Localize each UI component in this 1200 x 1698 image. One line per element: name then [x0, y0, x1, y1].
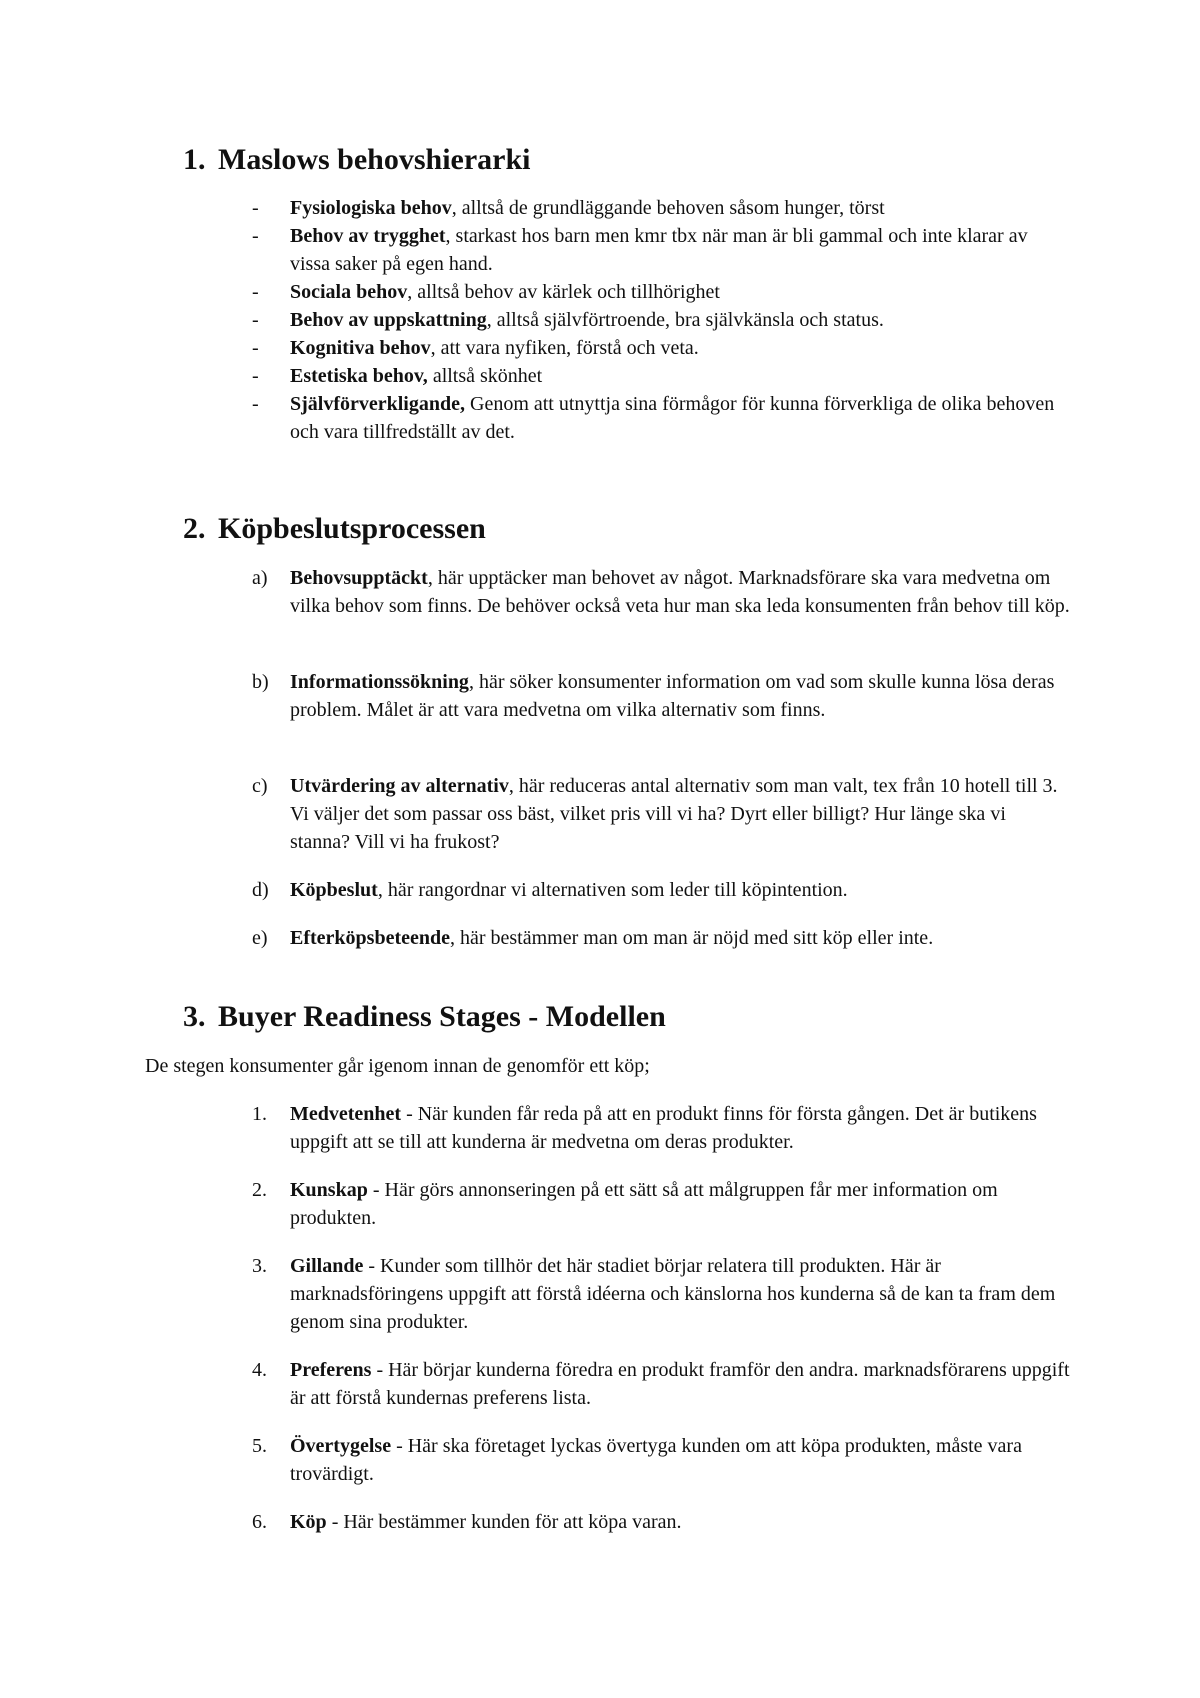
item-text: alltså skönhet — [427, 365, 543, 387]
item-text: Genom att utnyttja sina förmågor för kunna förverkliga de olika behoven och vara tillfredställt av det. — [290, 393, 1055, 443]
list-item — [252, 772, 1070, 856]
list-item — [252, 362, 1070, 390]
item-term: Informationssökning — [290, 671, 469, 693]
item-term: Kunskap — [290, 1179, 368, 1201]
item-term: Kognitiva behov — [290, 337, 431, 359]
item-term: Självförverkligande, — [290, 393, 465, 415]
list-marker: e) — [252, 927, 268, 949]
list-item — [252, 194, 1070, 222]
item-text: , här bestämmer man om man är nöjd med sitt köp eller inte. — [449, 927, 934, 949]
list-marker: b) — [252, 671, 269, 693]
item-text: , alltså de grundläggande behoven såsom hunger, törst — [451, 197, 885, 219]
section-intro: De stegen konsumenter går igenom innan de genomför ett köp; — [145, 1055, 650, 1077]
section-title: Buyer Readiness Stages - Modellen — [218, 1000, 666, 1033]
item-text: , att vara nyfiken, förstå och veta. — [430, 337, 699, 359]
list-item — [252, 306, 1070, 334]
list-item — [252, 1252, 1070, 1336]
section-number: 1. — [183, 143, 206, 176]
item-text: , här upptäcker man behovet av något. Marknadsförare ska vara medvetna om vilka behov som finns. De behöver också veta hur man ska leda konsumenten från behov till köp. — [290, 567, 1070, 617]
list-item — [252, 668, 1070, 724]
list-marker: 4. — [252, 1359, 267, 1381]
list-marker: - — [252, 225, 259, 247]
section-title: Maslows behovshierarki — [218, 143, 531, 176]
list-marker: - — [252, 365, 259, 387]
list-item — [252, 1432, 1070, 1488]
item-text: , här reduceras antal alternativ som man valt, tex från 10 hotell till 3. Vi väljer det som passar oss bäst, vilket pris vill vi ha? Dyrt eller billigt? Hur länge ska vi stanna? Vill vi ha frukost? — [290, 775, 1058, 853]
item-text: - Här bestämmer kunden för att köpa varan. — [326, 1511, 682, 1533]
item-term: Gillande — [290, 1255, 364, 1277]
list-marker: - — [252, 337, 259, 359]
list-item — [252, 222, 1070, 278]
item-text: - Kunder som tillhör det här stadiet börjar relatera till produkten. Här är marknadsföringens uppgift att förstå idéerna och känslorna hos kunderna så de kan ta fram dem genom sina produkter. — [290, 1255, 1056, 1333]
item-text: - Här börjar kunderna föredra en produkt framför den andra. marknadsförarens uppgift är att förstå kundernas preferens lista. — [290, 1359, 1070, 1409]
list-marker: 6. — [252, 1511, 267, 1533]
item-text: , alltså behov av kärlek och tillhörighet — [407, 281, 720, 303]
item-term: Behovsupptäckt — [290, 567, 428, 589]
item-term: Estetiska behov, — [290, 365, 428, 387]
item-text: , här söker konsumenter information om vad som skulle kunna lösa deras problem. Målet är att vara medvetna om vilka alternativ som finns. — [290, 671, 1055, 721]
item-text: , här rangordnar vi alternativen som leder till köpintention. — [377, 879, 848, 901]
list-marker: 1. — [252, 1103, 267, 1125]
list-marker: - — [252, 281, 259, 303]
list-item — [252, 334, 1070, 362]
list-marker: 3. — [252, 1255, 267, 1277]
item-term: Köp — [290, 1511, 327, 1533]
item-text: , alltså självförtroende, bra självkänsla och status. — [486, 309, 884, 331]
list-marker: 5. — [252, 1435, 267, 1457]
section-title: Köpbeslutsprocessen — [218, 512, 486, 545]
list-marker: c) — [252, 775, 268, 797]
list-item — [252, 1176, 1070, 1232]
section-number: 2. — [183, 512, 206, 545]
list-item — [252, 1100, 1070, 1156]
list-item — [252, 390, 1070, 446]
list-marker: - — [252, 197, 259, 219]
item-term: Sociala behov — [290, 281, 408, 303]
item-term: Preferens — [290, 1359, 372, 1381]
item-term: Köpbeslut — [290, 879, 378, 901]
item-term: Fysiologiska behov — [290, 197, 452, 219]
item-term: Behov av trygghet — [290, 225, 446, 247]
list-item — [252, 278, 1070, 306]
item-term: Övertygelse — [290, 1435, 392, 1457]
item-term: Behov av uppskattning — [290, 309, 487, 331]
list-item — [252, 1508, 1070, 1536]
item-term: Medvetenhet — [290, 1103, 402, 1125]
item-term: Utvärdering av alternativ — [290, 775, 509, 797]
section-number: 3. — [183, 1000, 206, 1033]
list-item — [252, 924, 1070, 952]
item-term: Efterköpsbeteende — [290, 927, 450, 949]
item-text: - Här ska företaget lyckas övertyga kunden om att köpa produkten, måste vara trovärdigt. — [290, 1435, 1022, 1485]
list-marker: 2. — [252, 1179, 267, 1201]
item-text: - När kunden får reda på att en produkt finns för första gången. Det är butikens uppgift att se till att kunderna är medvetna om deras produkter. — [290, 1103, 1037, 1153]
list-marker: - — [252, 393, 259, 415]
list-marker: - — [252, 309, 259, 331]
list-marker: a) — [252, 567, 268, 589]
list-item — [252, 564, 1070, 620]
item-text: - Här görs annonseringen på ett sätt så att målgruppen får mer information om produkten. — [290, 1179, 998, 1229]
item-text: , starkast hos barn men kmr tbx när man är bli gammal och inte klarar av vissa saker på egen hand. — [290, 225, 1028, 275]
list-item — [252, 1356, 1070, 1412]
list-item — [252, 876, 1070, 904]
list-marker: d) — [252, 879, 269, 901]
